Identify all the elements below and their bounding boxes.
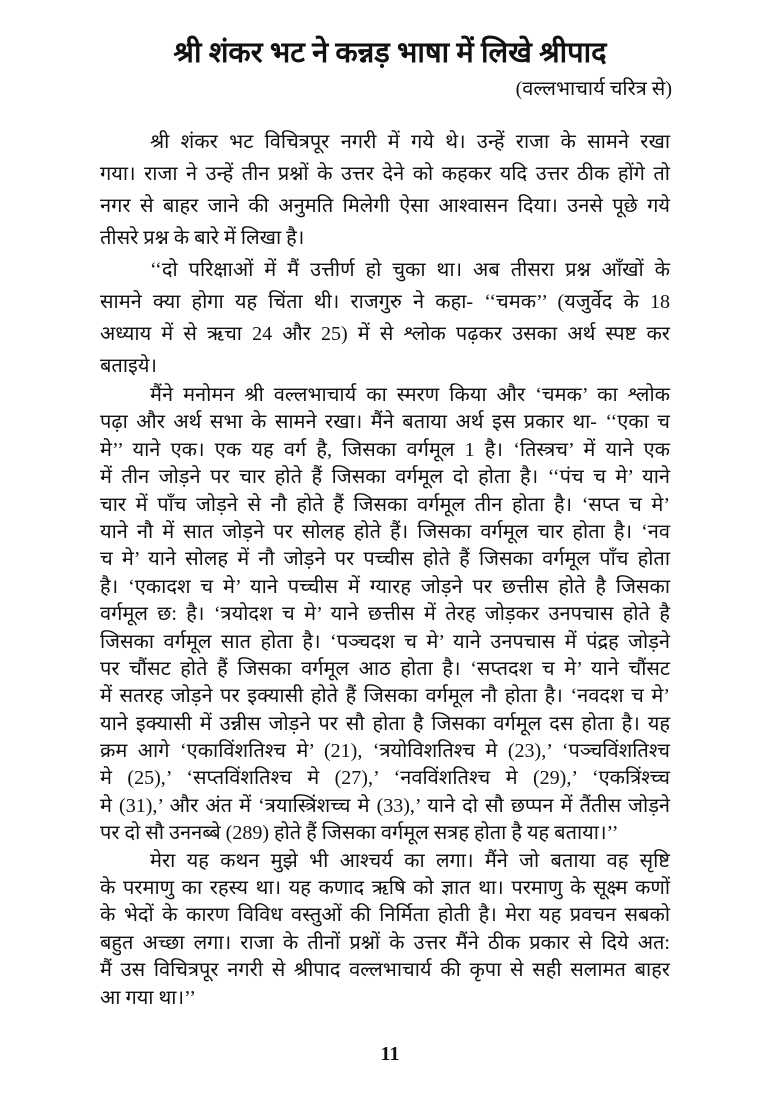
page-title: श्री शंकर भट ने कन्नड़ भाषा में लिखे श्रीपाद (173, 37, 607, 69)
text-line: तीसरे प्रश्न के बारे में लिखा है। (100, 227, 305, 249)
text-line: के भेदों के कारण विविध वस्तुओं की निर्मिता होती है। मेरा यह प्रवचन सबको (100, 904, 670, 927)
text-line: बताइये। (100, 355, 157, 377)
text-line: मे (31),’ और अंत में ‘त्रयास्त्रिंशच्च मे (33),’ याने दो सौ छप्पन में तैंतीस जोड़ने (100, 794, 670, 817)
text-line: क्रम आगे ‘एकाविंशतिश्च मे’ (21), ‘त्रयोविशतिश्च मे (23),’ ‘पञ्चविंशतिश्च (100, 740, 670, 763)
text-line: आ गया था।’’ (100, 986, 196, 1009)
paragraph (100, 254, 670, 382)
text-line: याने इक्यासी में उन्नीस जोड़ने पर सौ होता है जिसका वर्गमूल दस होता है। यह (100, 712, 670, 735)
paragraph (100, 848, 670, 1012)
text-line: च मे’ याने सोलह में नौ जोड़ने पर पच्चीस होते हैं जिसका वर्गमूल पाँच होता (100, 548, 670, 571)
text-line: गया। राजा ने उन्हें तीन प्रश्नों के उत्तर देने को कहकर यदि उत्तर ठीक होंगे तो (100, 163, 670, 185)
text-line: पर दो सौ उननब्बे (289) होते हैं जिसका वर्गमूल सत्रह होता है यह बताया।’’ (100, 822, 619, 845)
text-line: के परमाणु का रहस्य था। यह कणाद ऋषि को ज्ञात था। परमाणु के सूक्ष्म कणों (100, 877, 670, 900)
text-line: चार में पाँच जोड़ने से नौ होते हैं जिसका वर्गमूल तीन होता है। ‘सप्त च मे’ (100, 493, 670, 516)
text-line: में सतरह जोड़ने पर इक्यासी होते हैं जिसका वर्गमूल नौ होता है। ‘नवदश च मे’ (100, 685, 670, 708)
text-line: मे (25),’ ‘सप्तविंशतिश्च मे (27),’ ‘नवविंशतिश्च मे (29),’ ‘एकत्रिंश्च्च (100, 767, 670, 790)
text-line: मैंने मनोमन श्री वल्लभाचार्य का स्मरण किया और ‘चमक’ का श्लोक (150, 384, 670, 406)
text-line: है। ‘एकादश च मे’ याने पच्चीस में ग्यारह जोड़ने पर छत्तीस होते है जिसका (100, 575, 670, 598)
page-number: 11 (380, 1043, 400, 1065)
text-line: सामने क्या होगा यह चिंता थी। राजगुरु ने कहा- ‘‘चमक’’ (यजुर्वेद के 18 (100, 291, 670, 313)
text-line: मेरा यह कथन मुझे भी आश्चर्य का लगा। मैंने जो बताया वह सृष्टि (150, 849, 670, 872)
text-line: पढ़ा और अर्थ सभा के सामने रखा। मैंने बताया अर्थ इस प्रकार था- ‘‘एका च (100, 411, 670, 434)
text-line: बहुत अच्छा लगा। राजा के तीनों प्रश्नों के उत्तर मैंने ठीक प्रकार से दिये अत: (100, 931, 670, 954)
text-line: ‘‘दो परिक्षाओं में मैं उत्तीर्ण हो चुका था। अब तीसरा प्रश्न आँखों के (150, 259, 670, 281)
text-line: मैं उस विचित्रपूर नगरी से श्रीपाद वल्लभाचार्य की कृपा से सही सलामत बाहर (100, 959, 670, 982)
text-line: अध्याय में से ऋचा 24 और 25) में से श्लोक पढ़कर उसका अर्थ स्पष्ट कर (100, 323, 670, 345)
paragraph (100, 382, 670, 848)
text-line: वर्गमूल छ: है। ‘त्रयोदश च मे’ याने छत्तीस में तेरह जोड़कर उनपचास होते है (100, 603, 670, 626)
text-line: मे’’ याने एक। एक यह वर्ग है, जिसका वर्गमूल 1 है। ‘तिस्त्रच’ में याने एक (100, 438, 670, 461)
source-subtitle: (वल्लभाचार्य चरित्र से) (515, 78, 672, 100)
text-line: नगर से बाहर जाने की अनुमति मिलेगी ऐसा आश्वासन दिया। उनसे पूछे गये (100, 195, 670, 217)
body-text (100, 126, 670, 1012)
text-line: में तीन जोड़ने पर चार होते हैं जिसका वर्गमूल दो होता है। ‘‘पंच च मे’ याने (100, 466, 670, 489)
paragraph (100, 126, 670, 254)
text-line: जिसका वर्गमूल सात होता है। ‘पञ्चदश च मे’ याने उनपचास में पंद्रह जोड़ने (100, 630, 670, 653)
text-line: श्री शंकर भट विचित्रपूर नगरी में गये थे। उन्हें राजा के सामने रखा (150, 131, 670, 153)
text-line: याने नौ में सात जोड़ने पर सोलह होते हैं। जिसका वर्गमूल चार होता है। ‘नव (100, 520, 670, 543)
text-line: पर चौंसट होते हैं जिसका वर्गमूल आठ होता है। ‘सप्तदश च मे’ याने चौंसट (100, 657, 670, 680)
